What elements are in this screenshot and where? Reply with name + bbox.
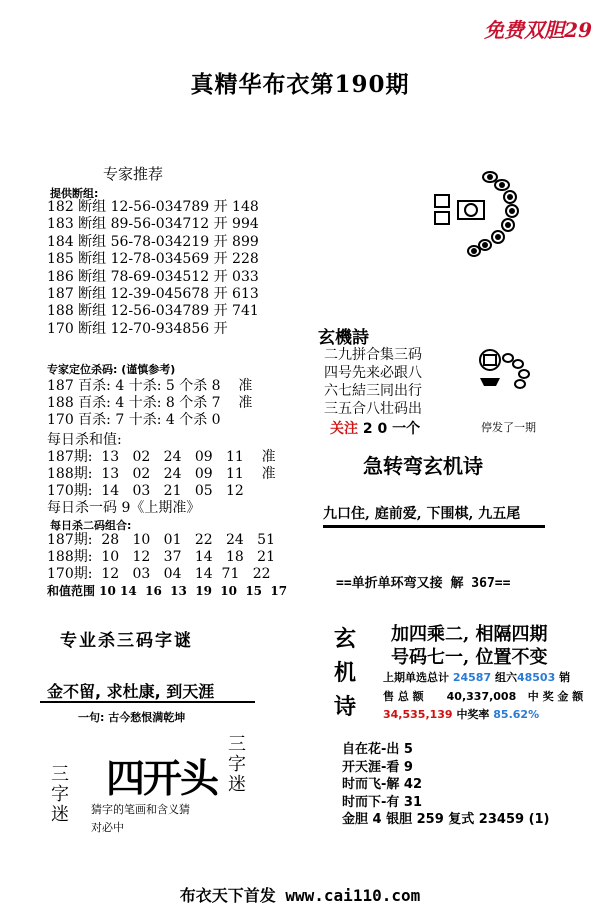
provider-label: 提供断组:: [50, 187, 99, 200]
mystic-lines: [324, 346, 422, 418]
expert-row: 187 断组 12-39-045678 开 613: [47, 286, 259, 303]
poem-formula: ==单折单环弯又接 解 367==: [336, 576, 511, 591]
tip-line: 时而飞-解 42: [342, 777, 423, 792]
stats-label: 上期单选总计: [383, 671, 449, 684]
riddle-title: 专业杀三码字谜: [60, 631, 193, 651]
mystic-line: 二九拼合集三码: [324, 347, 422, 363]
riddle-note: 猜字的笔画和含义猜: [91, 803, 190, 816]
expert-row: 188 断组 12-56-034789 开 741: [47, 303, 259, 320]
poem-side-char: 机: [334, 660, 357, 686]
two-code-row: 188期: 10 12 37 14 18 21: [47, 549, 275, 565]
stats-value: 48503: [516, 671, 556, 684]
sum-row: 170期: 14 03 21 05 12: [47, 483, 244, 499]
mystic-title: 玄機詩: [318, 328, 369, 348]
stats-label: 组六: [494, 671, 517, 684]
tip-line: 金胆 4 银胆 259 复式 23459 (1): [342, 812, 550, 827]
divider: [323, 525, 545, 528]
stats-label: 中奖率: [456, 708, 490, 721]
expert-row: 182 断组 12-56-034789 开 148: [47, 199, 259, 215]
expert-row: 186 断组 78-69-034512 开 033: [47, 268, 259, 285]
kill-row: 170 百杀: 7 十杀: 4 个杀 0: [47, 412, 221, 428]
poem-side: [334, 622, 356, 724]
mystic-focus: [330, 418, 420, 438]
tip-line: 时而下-有 31: [342, 794, 423, 810]
sum-label: 每日杀和值:: [47, 432, 122, 448]
two-code-label: 每日杀二码组合:: [50, 519, 132, 532]
kill-row: 188 百杀: 4 十杀: 8 个杀 7 准: [47, 395, 253, 411]
kill-label: 专家定位杀码: (谨慎参考): [47, 363, 176, 376]
kill-list: [47, 378, 252, 429]
one-code: 每日杀一码 9《上期准》: [47, 500, 201, 516]
kill-row: 187 百杀: 4 十杀: 5 个杀 8 准: [47, 378, 253, 394]
footer: 布衣天下首发 www.cai110.com: [179, 886, 421, 905]
stats-label: 中 奖 金 额: [527, 690, 584, 703]
sum-row: 188期: 13 02 24 09 11 准: [47, 466, 276, 482]
riddle-big: 四开头: [106, 756, 218, 802]
stats-value: 34,535,139: [383, 708, 453, 721]
coin-chain-icon: [430, 165, 540, 275]
expert-row: 170 断组 12-70-934856 开: [47, 320, 228, 337]
riddle-note: 对必中: [91, 821, 124, 834]
stats-label: 售 总 额: [383, 690, 424, 703]
poem-title: 急转弯玄机诗: [363, 454, 483, 478]
stats-line: [383, 669, 570, 685]
poem-line: 九口住, 庭前爱, 下围棋, 九五尾: [323, 506, 521, 522]
riddle-side-right: 三字迷: [225, 734, 246, 794]
expert-row: 183 断组 89-56-034712 开 994: [47, 216, 259, 233]
tip-line: 开天涯-看 9: [342, 759, 413, 775]
stats-value: 85.62%: [493, 708, 540, 721]
focus-prefix: 关注: [330, 421, 358, 437]
poem-verse: 加四乘二, 相隔四期: [391, 624, 548, 645]
divider: [40, 701, 255, 703]
sum-list: [47, 449, 276, 500]
corner-tag: 免费双胆29: [484, 18, 592, 42]
poem-side-char: 玄: [334, 626, 357, 652]
mystic-line: 三五合八壮码出: [324, 401, 422, 417]
two-code-row: 187期: 28 10 01 22 24 51: [47, 532, 275, 548]
poem-side-char: 诗: [334, 694, 357, 720]
expert-row: 184 断组 56-78-034219 开 899: [47, 233, 259, 250]
coin-chain-icon: [470, 340, 540, 410]
two-code-row: 170期: 12 03 04 14 71 22: [47, 566, 271, 582]
riddle-hint: 一句: 古今愁恨满乾坤: [78, 711, 186, 724]
riddle-main: 金不留, 求杜康, 到天涯: [47, 682, 215, 701]
stop-note: 停发了一期: [481, 421, 536, 434]
poem-verse: 号码七一, 位置不变: [391, 647, 548, 668]
expert-row: 185 断组 12-78-034569 开 228: [47, 251, 259, 268]
page-title: 真精华布衣第190期: [190, 71, 410, 98]
stats-label: 销: [559, 671, 571, 684]
stats-line: [383, 688, 583, 704]
tip-line: 自在花-出 5: [342, 742, 413, 757]
tips-list: [342, 741, 550, 829]
expert-title: 专家推荐: [103, 165, 164, 183]
focus-value: 2 0 一个: [362, 421, 421, 437]
mystic-line: 六七結三同出行: [324, 383, 422, 399]
stats-value: 24587: [452, 671, 492, 684]
stats-line: [383, 706, 539, 722]
stats-value: 40,337,008: [446, 690, 517, 703]
riddle-side-left: 三字迷: [48, 764, 69, 824]
two-code-list: [47, 532, 275, 583]
mystic-line: 四号先来必跟八: [324, 365, 422, 381]
sum-range: 和值范围 10 14 16 13 19 10 15 17: [47, 584, 288, 598]
sum-row: 187期: 13 02 24 09 11 准: [47, 449, 276, 465]
expert-list: [47, 199, 259, 338]
